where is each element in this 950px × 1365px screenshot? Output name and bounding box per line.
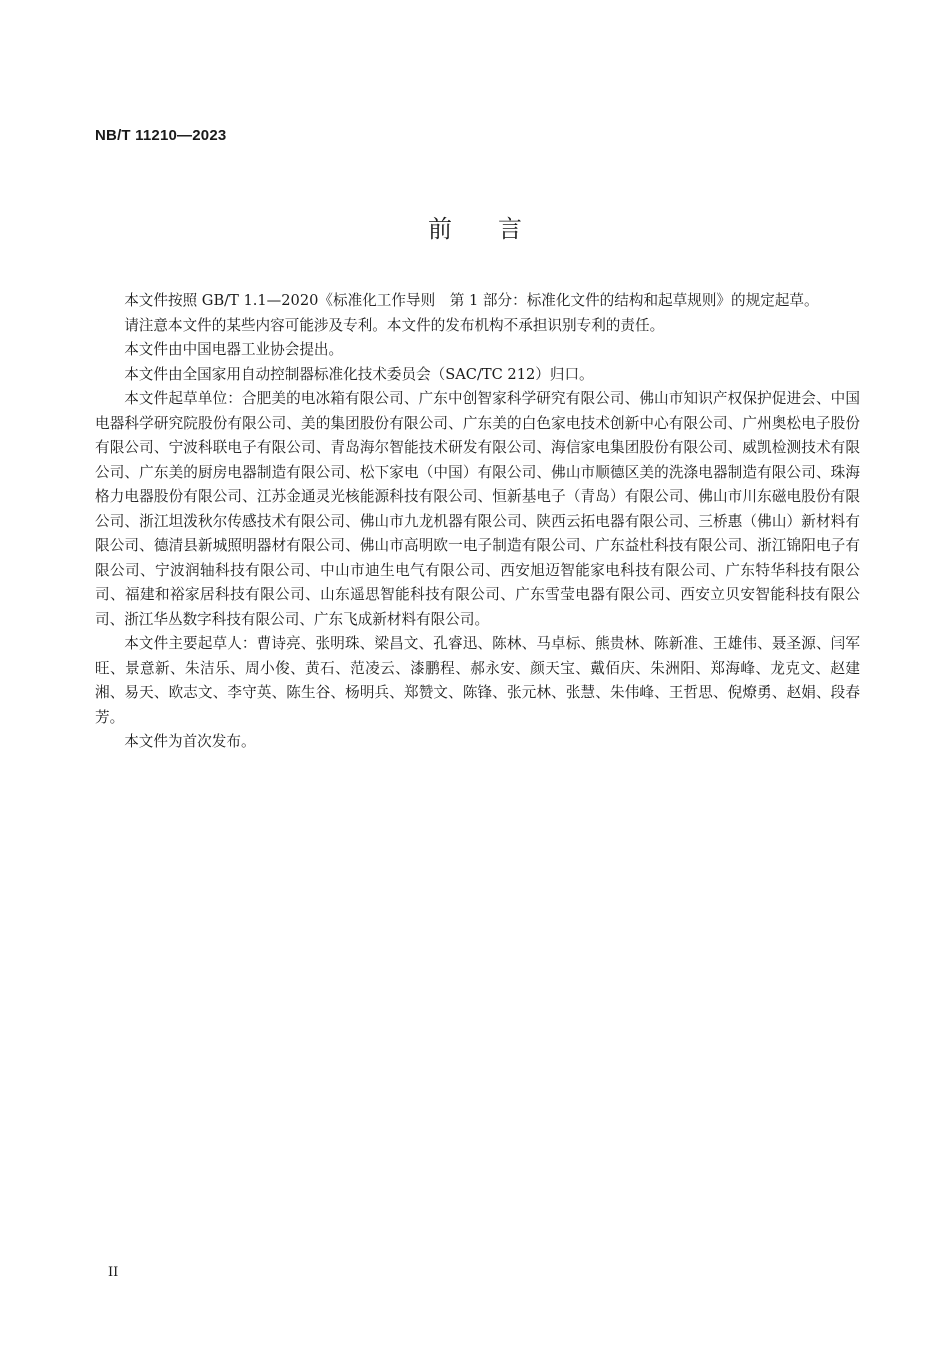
paragraph-first-release: 本文件为首次发布。 <box>124 733 256 750</box>
paragraph-proposed-by: 本文件由中国电器工业协会提出。 <box>124 341 344 358</box>
paragraph-patent-notice: 请注意本文件的某些内容可能涉及专利。本文件的发布机构不承担识别专利的责任。 <box>124 316 665 334</box>
paragraph-under-jurisdiction: 本文件由全国家用自动控制器标准化技术委员会（SAC/TC 212）归口。 <box>124 365 594 383</box>
page-title: 前言 <box>428 215 568 243</box>
paragraph-drafting-rules: 本文件按照 GB/T 1.1—2020《标准化工作导则 第 1 部分：标准化文件的结构和起草规则》的规定起草。 <box>124 292 819 309</box>
paragraph-main-drafters: 本文件主要起草人：曹诗亮、张明珠、梁昌文、孔睿迅、陈林、马卓标、熊贵林、陈新准、王雄伟、聂圣源、闫军旺、景意新、朱洁乐、周小俊、黄石、范凌云、漆鹏程、郝永安、颜天宝、戴佰庆、朱洲阳、郑海峰、龙克文、赵建湘、易天、欧志文、李守英、陈生谷、杨明兵、郑赞文、陈锋、张元林、张慧、朱伟峰、王哲思、倪燎勇、赵娟、段春芳。 <box>95 635 860 726</box>
paragraph-drafting-organizations: 本文件起草单位：合肥美的电冰箱有限公司、广东中创智家科学研究有限公司、佛山市知识产权保护促进会、中国电器科学研究院股份有限公司、美的集团股份有限公司、广东美的白色家电技术创新中心有限公司、广州奥松电子股份有限公司、宁波科联电子有限公司、青岛海尔智能技术研发有限公司、海信家电集团股份有限公司、威凯检测技术有限公司、广东美的厨房电器制造有限公司、松下家电（中国）有限公司、佛山市顺德区美的洗涤电器制造有限公司、珠海格力电器股份有限公司、江苏金通灵光核能源科技有限公司、恒新基电子（青岛）有限公司、佛山市川东磁电股份有限公司、浙江坦泼秋尔传感技术有限公司、佛山市九龙机器有限公司、陕西云拓电器有限公司、三桥惠（佛山）新材料有限公司、德清县新城照明器材有限公司、佛山市高明欧一电子制造有限公司、广东益杜科技有限公司、浙江锦阳电子有限公司、宁波润轴科技有限公司、中山市迪生电气有限公司、西安旭迈智能家电科技有限公司、广东特华科技有限公司、福建和裕家居科技有限公司、山东遥思智能科技有限公司、广东雪莹电器有限公司、西安立贝安智能科技有限公司、浙江华丛数字科技有限公司、广东飞成新材料有限公司。 <box>95 390 860 628</box>
foreword-body <box>95 289 860 755</box>
standard-code: NB/T 11210—2023 <box>95 127 227 144</box>
page-number: II <box>108 1265 119 1280</box>
